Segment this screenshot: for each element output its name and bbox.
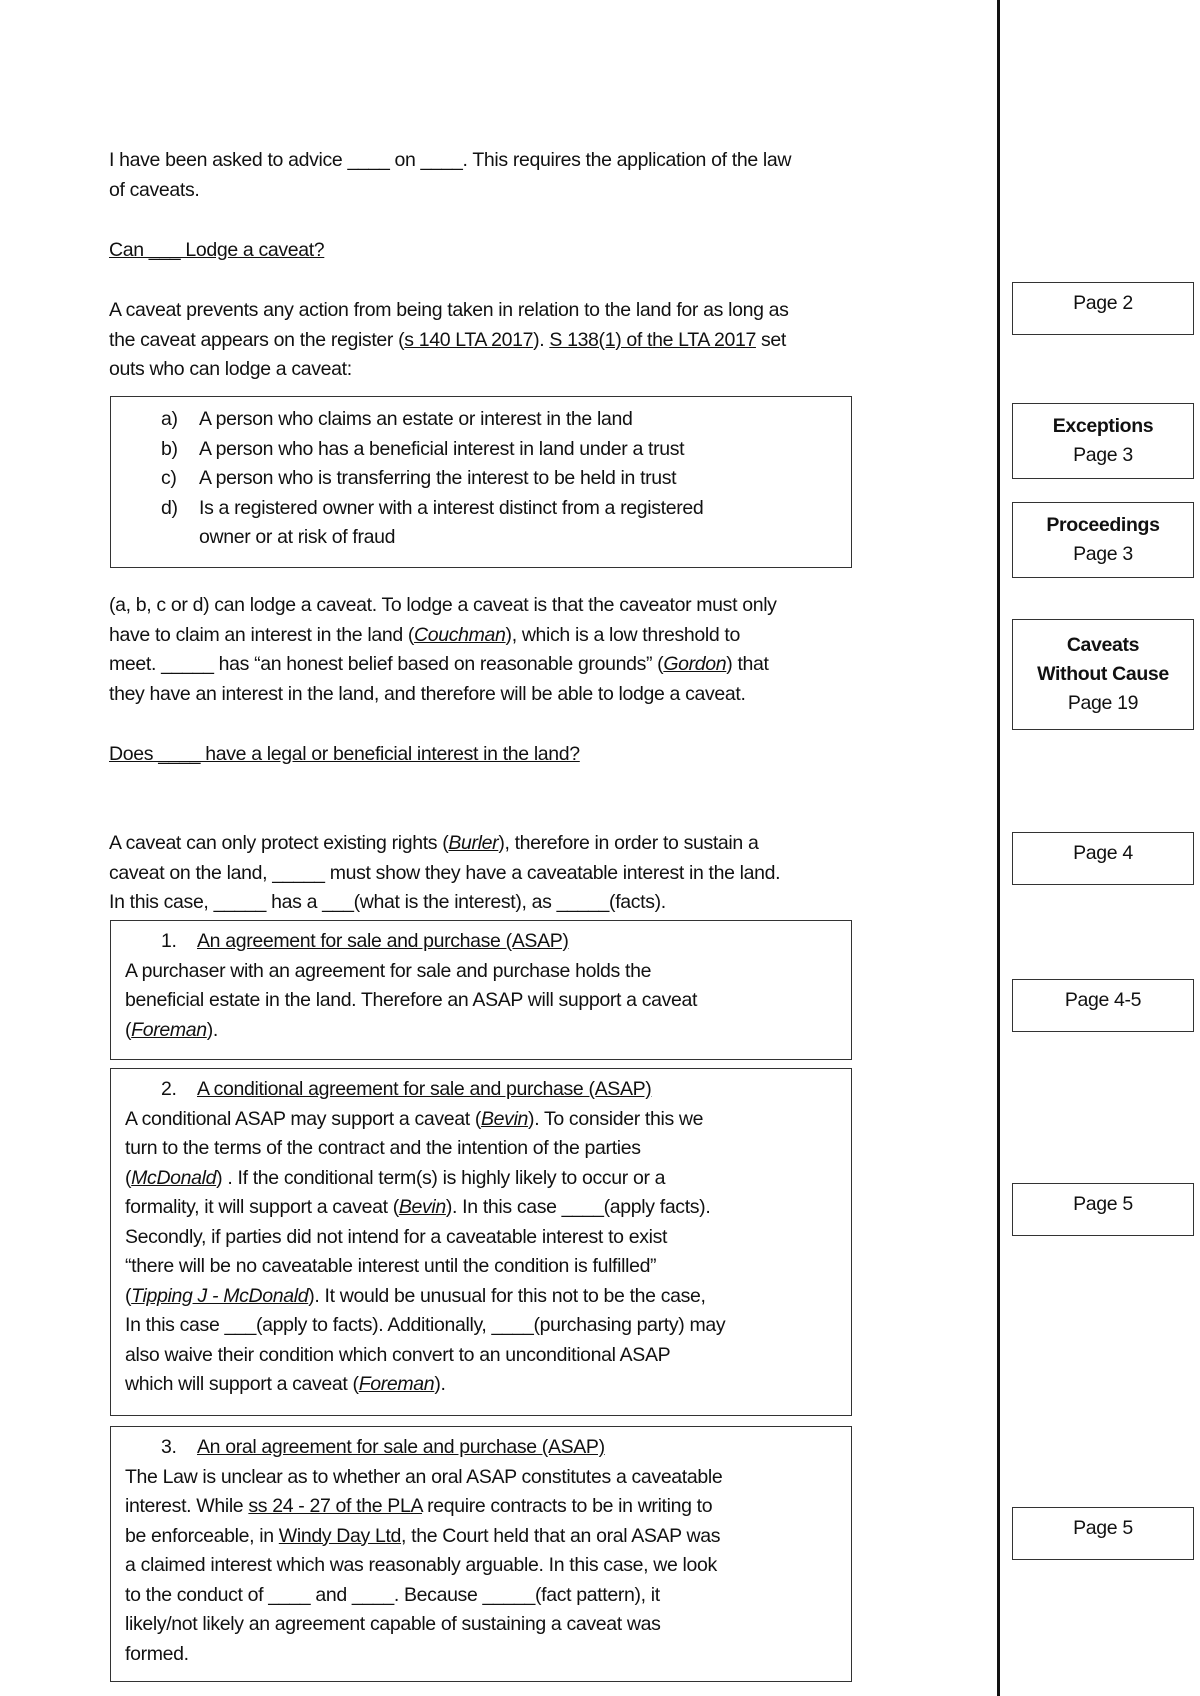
list-item	[111, 405, 851, 435]
text-line: turn to the terms of the contract and the intention of the parties	[125, 1137, 641, 1159]
existing-rights-paragraph	[109, 829, 780, 918]
text-line: ), therefore in order to sustain a	[498, 832, 759, 854]
text-line: A person who has a beneficial interest in land under a trust	[199, 437, 685, 460]
conditional-asap-box	[110, 1068, 852, 1416]
text-line: Page 5	[1073, 1517, 1133, 1539]
text-line: caveat on the land, _____ must show they have a caveatable interest in the land.	[109, 861, 781, 884]
text-line: owner or at risk of fraud	[199, 526, 396, 548]
text-line: A caveat can only protect existing rights (	[109, 832, 449, 854]
box-title: An agreement for sale and purchase (ASAP)	[197, 930, 569, 952]
case-ref: McDonald	[131, 1166, 217, 1189]
text-line: they have an interest in the land, and therefore will be able to lodge a caveat.	[109, 682, 746, 705]
text-line: , the Court held that an oral ASAP was	[401, 1524, 721, 1547]
intro-paragraph	[109, 146, 791, 205]
asap-box	[110, 920, 852, 1060]
text-line: outs who can lodge a caveat:	[109, 358, 352, 380]
text-line: Page 3	[1073, 543, 1133, 565]
text-line: A person who claims an estate or interest in the land	[199, 408, 633, 430]
case-ref: Couchman	[414, 623, 506, 646]
margin-note-page-2	[1012, 282, 1194, 335]
text-line: formed.	[125, 1642, 189, 1665]
text-line: “there will be no caveatable interest until the condition is fulfilled”	[125, 1255, 657, 1277]
text-line: meet. _____ has “an honest belief based on reasonable grounds” (	[109, 653, 664, 675]
text-line: Is a registered owner with a interest distinct from a registered	[199, 496, 704, 519]
text-line: (	[125, 1018, 132, 1041]
text-line: A conditional ASAP may support a caveat (	[125, 1107, 482, 1130]
text-line: I have been asked to advice ____ on ____. This requires the application of the law	[109, 149, 792, 171]
text-line: also waive their condition which convert to an unconditional ASAP	[125, 1343, 671, 1366]
text-line: which will support a caveat (	[125, 1373, 359, 1395]
statute-ref: ss 24 - 27 of the PLA	[248, 1495, 423, 1517]
case-ref: Tipping J - McDonald	[131, 1284, 309, 1307]
box-title: An oral agreement for sale and purchase (ASAP)	[197, 1436, 605, 1458]
text-line: Without Cause	[1037, 663, 1169, 685]
text-line: ). It would be unusual for this not to be the case,	[308, 1284, 706, 1307]
statute-ref: S 138(1) of the LTA 2017	[549, 328, 756, 351]
case-ref: Windy Day Ltd	[278, 1524, 402, 1547]
text-line: formality, it will support a caveat (	[125, 1196, 399, 1218]
text-line: ) that	[726, 653, 769, 675]
text-line: ).	[206, 1018, 218, 1041]
text-line: Proceedings	[1046, 514, 1160, 536]
text-line: 3.	[161, 1436, 177, 1458]
text-line: Page 19	[1067, 692, 1139, 714]
text-line: d)	[161, 496, 178, 519]
text-line: of caveats.	[109, 178, 200, 201]
text-line: 1.	[161, 930, 177, 952]
text-line: The Law is unclear as to whether an oral ASAP constitutes a caveatable	[125, 1465, 723, 1488]
text-line: have to claim an interest in the land (	[109, 623, 415, 646]
heading-interest: Does ____ have a legal or beneficial interest in the land?	[109, 743, 580, 765]
text-line: Page 5	[1073, 1193, 1133, 1215]
text-line: a claimed interest which was reasonably arguable. In this case, we look	[125, 1554, 717, 1576]
text-line: (	[125, 1284, 132, 1307]
case-ref: Foreman	[358, 1373, 435, 1395]
text-line: In this case, _____ has a ___(what is the interest), as _____(facts).	[109, 891, 666, 913]
caveat-definition-paragraph	[109, 296, 789, 385]
text-line: ).	[533, 328, 550, 351]
oral-asap-box	[110, 1426, 852, 1682]
text-line: ).	[434, 1373, 446, 1395]
text-line: the caveat appears on the register (	[109, 328, 405, 351]
text-line: b)	[161, 437, 178, 460]
text-line: beneficial estate in the land. Therefore an ASAP will support a caveat	[125, 989, 698, 1011]
text-line: c)	[161, 467, 177, 489]
case-ref: Bevin	[481, 1107, 529, 1130]
text-line: 2.	[161, 1078, 177, 1100]
margin-note-proceedings	[1012, 502, 1194, 578]
text-line: (	[125, 1166, 132, 1189]
margin-note-caveats-without-cause	[1012, 619, 1194, 730]
margin-note-page-4-5	[1012, 979, 1194, 1032]
text-line: require contracts to be in writing to	[422, 1495, 713, 1517]
text-line: Page 2	[1073, 292, 1133, 314]
text-line: ). To consider this we	[528, 1107, 704, 1130]
text-line: Secondly, if parties did not intend for a caveatable interest to exist	[125, 1225, 668, 1248]
lodge-paragraph	[109, 591, 777, 709]
text-line: Exceptions	[1052, 415, 1154, 437]
text-line: set	[755, 328, 786, 351]
text-line: ) . If the conditional term(s) is highly likely to occur or a	[216, 1166, 666, 1189]
list-item	[111, 464, 851, 494]
case-ref: Gordon	[663, 653, 727, 675]
text-line: a)	[161, 408, 178, 430]
text-line: Page 4-5	[1064, 989, 1142, 1011]
margin-divider	[997, 0, 1000, 1696]
text-line: A purchaser with an agreement for sale and purchase holds the	[125, 959, 652, 982]
text-line: to the conduct of ____ and ____. Because _____(fact pattern), it	[125, 1583, 660, 1606]
case-ref: Burler	[448, 832, 499, 854]
text-line: A person who is transferring the interest to be held in trust	[199, 467, 677, 489]
margin-note-page-5	[1012, 1183, 1194, 1236]
text-line: Page 3	[1073, 444, 1133, 466]
text-line: Caveats	[1066, 634, 1140, 656]
box-title: A conditional agreement for sale and purchase (ASAP)	[197, 1078, 652, 1100]
list-item-continuation	[111, 523, 851, 553]
heading-can-lodge: Can ___ Lodge a caveat?	[109, 239, 325, 261]
text-line: likely/not likely an agreement capable of sustaining a caveat was	[125, 1613, 661, 1635]
text-line: Page 4	[1073, 842, 1133, 864]
case-ref: Bevin	[398, 1196, 446, 1218]
text-line: (a, b, c or d) can lodge a caveat. To lodge a caveat is that the caveator must only	[109, 594, 777, 616]
list-item	[111, 435, 851, 465]
text-line: In this case ___(apply to facts). Additionally, ____(purchasing party) may	[125, 1314, 726, 1336]
margin-note-page-5-b	[1012, 1507, 1194, 1560]
text-line: ). In this case ____(apply facts).	[445, 1196, 711, 1218]
lodger-list-box	[110, 396, 852, 568]
text-line: A caveat prevents any action from being taken in relation to the land for as long as	[109, 299, 789, 321]
statute-ref: s 140 LTA 2017	[404, 328, 534, 351]
margin-note-exceptions	[1012, 403, 1194, 479]
text-line: be enforceable, in	[125, 1524, 279, 1547]
case-ref: Foreman	[131, 1018, 207, 1041]
text-line: ), which is a low threshold to	[505, 623, 740, 646]
text-line: interest. While	[125, 1495, 249, 1517]
list-item	[111, 494, 851, 524]
margin-note-page-4	[1012, 832, 1194, 885]
